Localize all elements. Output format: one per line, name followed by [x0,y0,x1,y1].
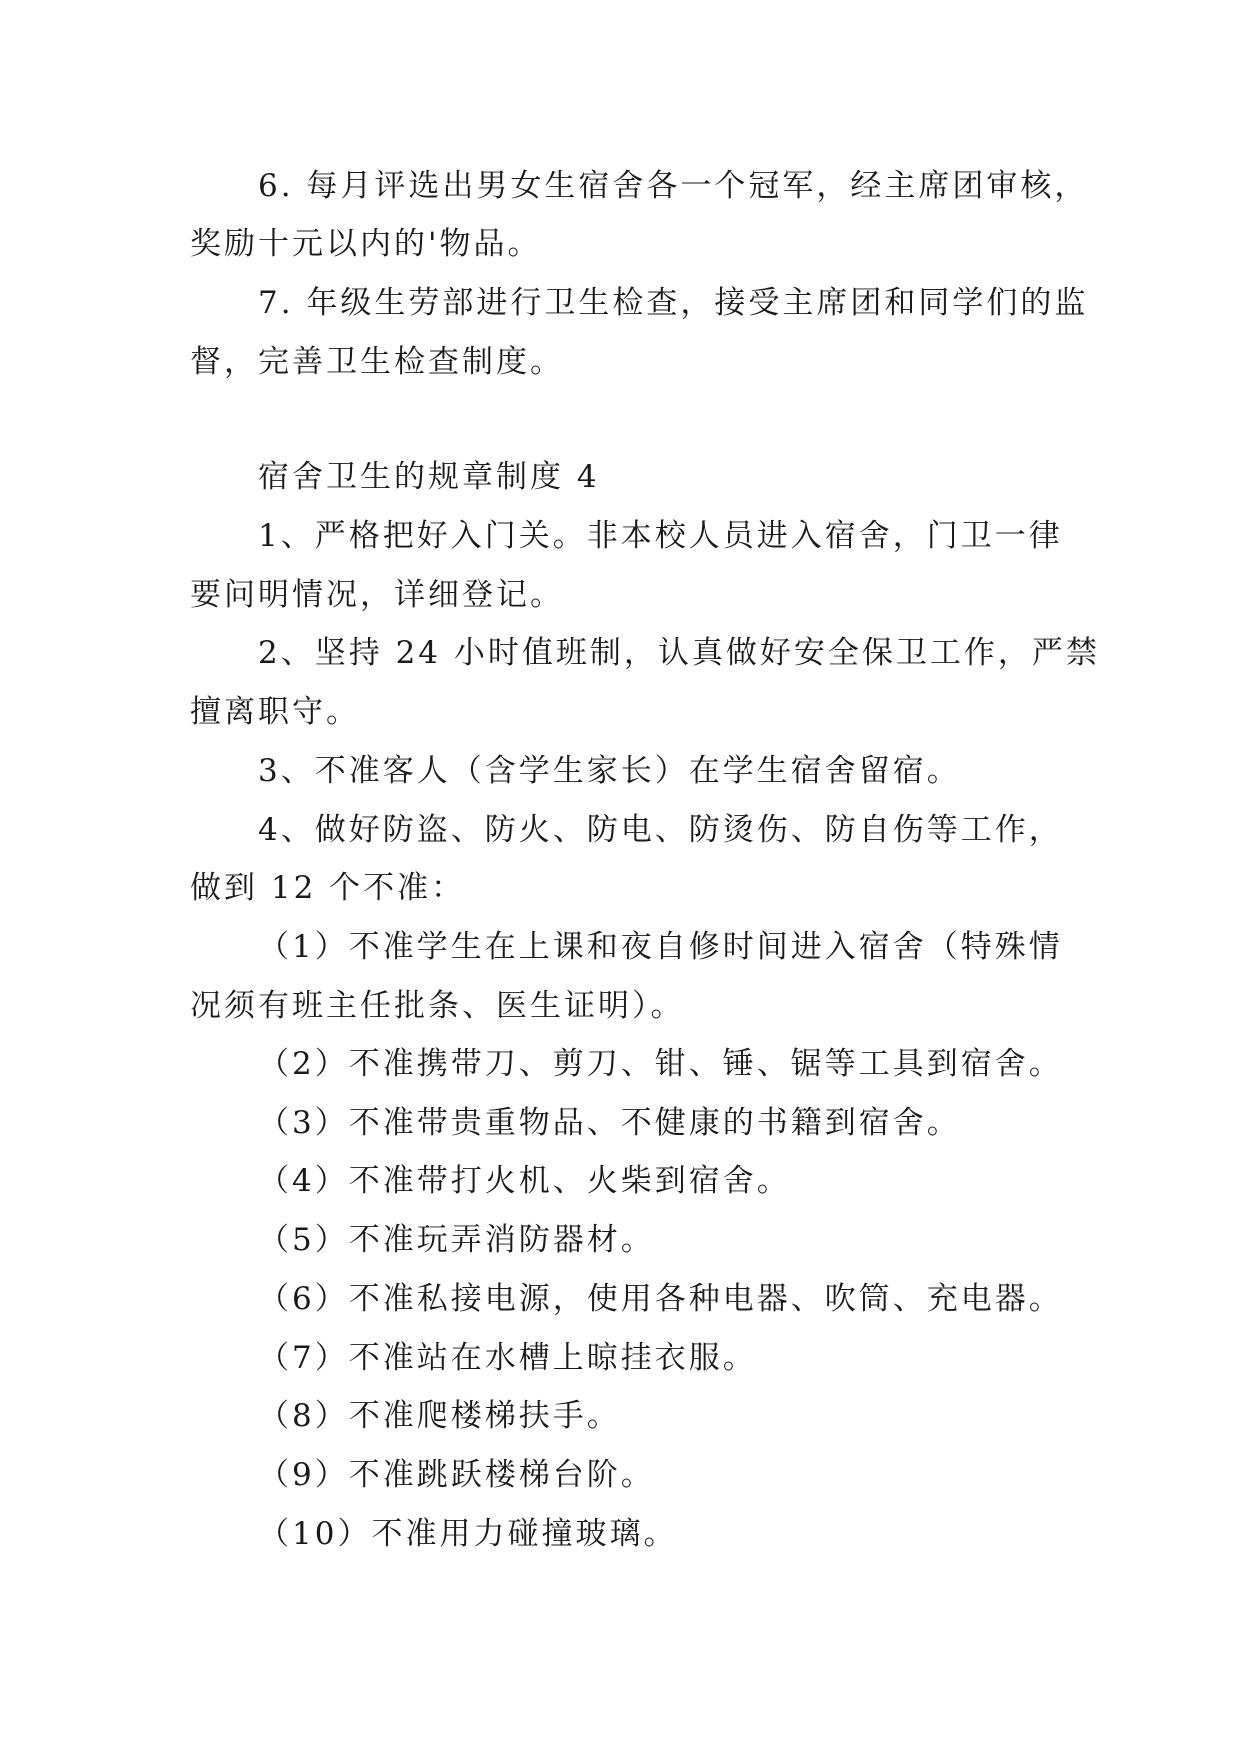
sub-rule-8: （8）不准爬楼梯扶手。 [258,1398,621,1434]
sub-rule-2: （2）不准携带刀、剪刀、钳、锤、锯等工具到宿舍。 [258,1046,1063,1082]
item-7-line-2: 督，完善卫生检查制度。 [190,344,564,380]
rule-2-line-1: 2、坚持 24 小时值班制，认真做好安全保卫工作，严禁 [258,635,1100,671]
sub-rule-6: （6）不准私接电源，使用各种电器、吹筒、充电器。 [258,1281,1063,1317]
rule-4-line-2: 做到 12 个不准： [190,870,466,906]
rule-1-line-1: 1、严格把好入门关。非本校人员进入宿舍，门卫一律 [258,518,1063,554]
sub-rule-1-line-2: 况须有班主任批条、医生证明）。 [190,988,685,1024]
sub-rule-10: （10）不准用力碰撞玻璃。 [258,1516,678,1552]
rule-4-line-1: 4、做好防盗、防火、防电、防烫伤、防自伤等工作， [258,812,1063,848]
sub-rule-7: （7）不准站在水槽上晾挂衣服。 [258,1340,757,1376]
sub-rule-4: （4）不准带打火机、火柴到宿舍。 [258,1163,791,1199]
rule-2-line-2: 擅离职守。 [190,694,360,730]
section-heading: 宿舍卫生的规章制度 4 [258,459,600,495]
rule-3-line: 3、不准客人（含学生家长）在学生宿舍留宿。 [258,753,961,789]
sub-rule-1-line-1: （1）不准学生在上课和夜自修时间进入宿舍（特殊情 [258,929,1063,965]
sub-rule-9: （9）不准跳跃楼梯台阶。 [258,1457,655,1493]
sub-rule-3: （3）不准带贵重物品、不健康的书籍到宿舍。 [258,1105,961,1141]
rule-1-line-2: 要问明情况，详细登记。 [190,577,564,613]
item-6-line-2: 奖励十元以内的'物品。 [190,226,542,262]
sub-rule-5: （5）不准玩弄消防器材。 [258,1222,655,1258]
item-6-line-1: 6. 每月评选出男女生宿舍各一个冠军，经主席团审核， [258,168,1089,204]
item-7-line-1: 7. 年级生劳部进行卫生检查，接受主席团和同学们的监 [258,285,1089,321]
